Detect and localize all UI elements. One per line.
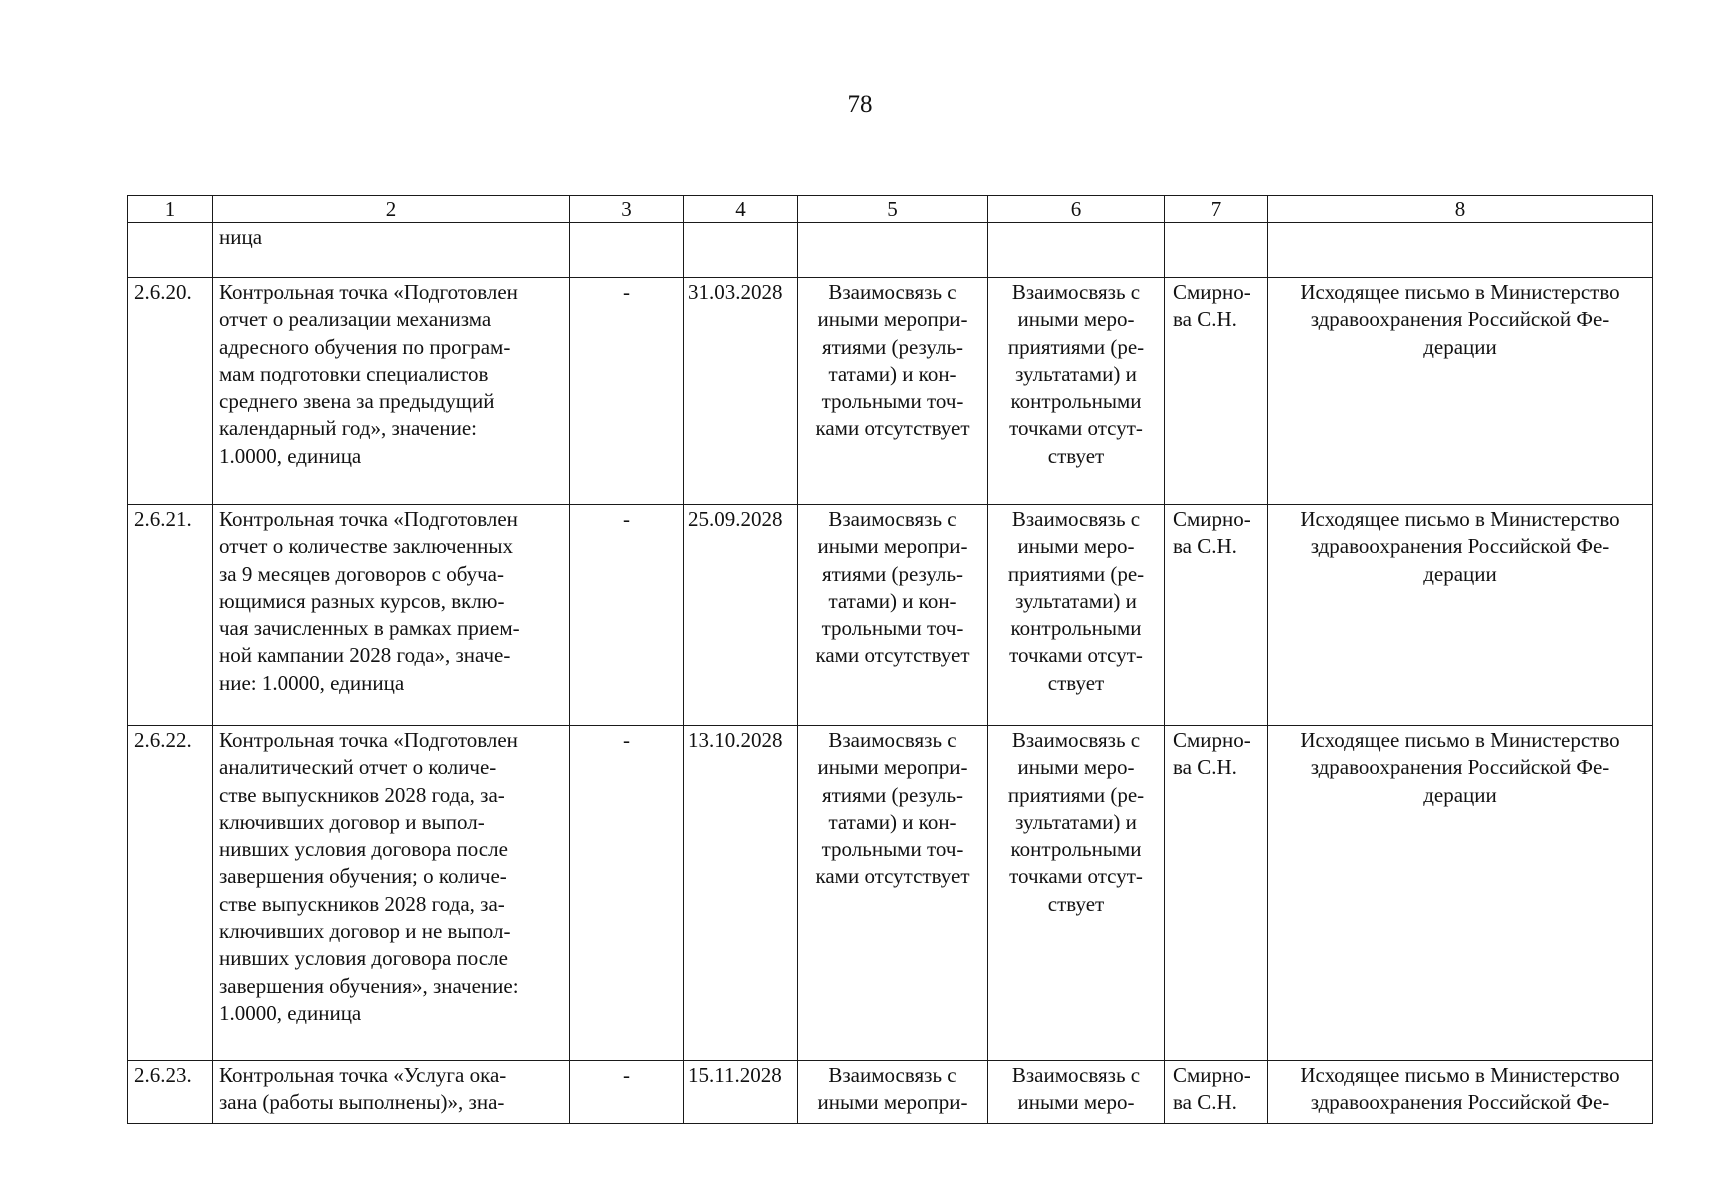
description-line: завершения обучения; о количе- (219, 864, 507, 889)
relations-line: татами) и кон- (828, 588, 957, 613)
column-3-value: - (570, 1061, 684, 1124)
relations-line: точками отсут- (1009, 643, 1143, 668)
description-line: мам подготовки специалистов (219, 361, 489, 386)
description-line: чая зачисленных в рамках прием- (219, 616, 520, 641)
relations-line: ятиями (резуль- (821, 782, 964, 807)
relations-line: точками отсут- (1009, 864, 1143, 889)
responsible-line: ва С.Н. (1173, 534, 1237, 559)
description-line: ключивших договор и не выпол- (219, 919, 511, 944)
relations-line: иными меропри- (817, 1090, 968, 1115)
due-date: 15.11.2028 (684, 1061, 798, 1124)
column-header: 4 (684, 196, 798, 223)
relations-line: контрольными (1010, 837, 1142, 862)
relations-line: иными меропри- (817, 307, 968, 332)
column-header: 5 (798, 196, 988, 223)
relations-line: ятиями (резуль- (821, 561, 964, 586)
description-line: календарный год», значение: (219, 416, 477, 441)
item-number: 2.6.22. (128, 726, 213, 1061)
document-line: здравоохранения Российской Фе- (1310, 307, 1610, 332)
document-line: Исходящее письмо в Министерство (1300, 507, 1620, 531)
relations-line: ствует (1047, 443, 1105, 468)
description-line: ние: 1.0000, единица (219, 670, 405, 695)
confirming-document (1268, 726, 1653, 1061)
document-line: здравоохранения Российской Фе- (1310, 1090, 1610, 1115)
responsible-person (1165, 278, 1268, 505)
relations-with-results (988, 505, 1165, 726)
table-body (128, 196, 1653, 1124)
relations-line: Взаимосвязь с (828, 280, 957, 304)
relations-line: трольными точ- (821, 837, 964, 862)
document-line: дерации (1423, 561, 1497, 586)
confirming-document (1268, 505, 1653, 726)
description-line: нивших условия договора после (219, 946, 508, 971)
column-3-value: - (570, 505, 684, 726)
relations-line: иными меро- (1017, 755, 1135, 780)
control-points-table (127, 195, 1653, 1124)
responsible-line: Смирно- (1173, 1063, 1251, 1087)
relations-line: иными меропри- (817, 534, 968, 559)
column-header: 8 (1268, 196, 1653, 223)
relations-line: иными меропри- (817, 755, 968, 780)
column-number-header-row (128, 196, 1653, 223)
empty-cell (988, 223, 1165, 278)
confirming-document (1268, 278, 1653, 505)
due-date: 13.10.2028 (684, 726, 798, 1061)
description-line: 1.0000, единица (219, 1000, 362, 1025)
document-line: Исходящее письмо в Министерство (1300, 1063, 1620, 1087)
relations-line: Взаимосвязь с (828, 1063, 957, 1087)
relations-with-results (988, 726, 1165, 1061)
relations-line: иными меро- (1017, 1090, 1135, 1115)
description-line: Контрольная точка «Подготовлен (219, 280, 518, 304)
relations-line: ятиями (резуль- (821, 334, 964, 359)
empty-cell (570, 223, 684, 278)
relations-line: приятиями (ре- (1007, 334, 1145, 359)
document-line: здравоохранения Российской Фе- (1310, 534, 1610, 559)
description-line: за 9 месяцев договоров с обуча- (219, 561, 504, 586)
description-line: Контрольная точка «Услуга ока- (219, 1063, 507, 1087)
relations-line: контрольными (1010, 389, 1142, 414)
relations-with-activities (798, 726, 988, 1061)
column-header: 2 (213, 196, 570, 223)
description-line: 1.0000, единица (219, 443, 362, 468)
description-line: ющимися разных курсов, вклю- (219, 588, 505, 613)
document-line: дерации (1423, 782, 1497, 807)
description-line: стве выпускников 2028 года, за- (219, 782, 505, 807)
responsible-person (1165, 505, 1268, 726)
relations-line: ками отсутствует (815, 643, 970, 668)
description-line: стве выпускников 2028 года, за- (219, 891, 505, 916)
relations-line: зультатами) и (1015, 809, 1137, 834)
table-row (128, 726, 1653, 1061)
description-line: завершения обучения», значение: (219, 973, 519, 998)
responsible-line: Смирно- (1173, 507, 1251, 531)
column-header: 3 (570, 196, 684, 223)
relations-line: ствует (1047, 670, 1105, 695)
column-3-value: - (570, 726, 684, 1061)
column-header: 7 (1165, 196, 1268, 223)
relations-line: Взаимосвязь с (1011, 1063, 1141, 1087)
relations-with-results (988, 1061, 1165, 1124)
control-point-description (213, 505, 570, 726)
responsible-person (1165, 726, 1268, 1061)
responsible-line: Смирно- (1173, 728, 1251, 752)
relations-line: ствует (1047, 891, 1105, 916)
confirming-document (1268, 1061, 1653, 1124)
description-line: нивших условия договора после (219, 837, 508, 862)
item-number: 2.6.20. (128, 278, 213, 505)
responsible-line: ва С.Н. (1173, 307, 1237, 332)
document-line: Исходящее письмо в Министерство (1300, 280, 1620, 304)
control-point-description (213, 1061, 570, 1124)
description-line: адресного обучения по програм- (219, 334, 511, 359)
description-line: отчет о реализации механизма (219, 307, 492, 332)
empty-cell (1165, 223, 1268, 278)
document-line: Исходящее письмо в Министерство (1300, 728, 1620, 752)
description-line: ной кампании 2028 года», значе- (219, 643, 511, 668)
description-line: зана (работы выполнены)», зна- (219, 1090, 505, 1115)
document-line: здравоохранения Российской Фе- (1310, 755, 1610, 780)
empty-cell (1268, 223, 1653, 278)
relations-line: Взаимосвязь с (1011, 728, 1141, 752)
relations-line: ками отсутствует (815, 416, 970, 441)
document-line: дерации (1423, 334, 1497, 359)
item-number: 2.6.21. (128, 505, 213, 726)
continuation-row (128, 223, 1653, 278)
relations-with-activities (798, 278, 988, 505)
relations-line: трольными точ- (821, 616, 964, 641)
description-line: аналитический отчет о количе- (219, 755, 497, 780)
relations-with-activities (798, 505, 988, 726)
column-header: 6 (988, 196, 1165, 223)
empty-cell (128, 223, 213, 278)
relations-line: зультатами) и (1015, 361, 1137, 386)
table-row (128, 505, 1653, 726)
relations-line: татами) и кон- (828, 809, 957, 834)
responsible-line: ва С.Н. (1173, 1090, 1237, 1115)
relations-line: точками отсут- (1009, 416, 1143, 441)
responsible-line: Смирно- (1173, 280, 1251, 304)
relations-line: контрольными (1010, 616, 1142, 641)
relations-line: трольными точ- (821, 389, 964, 414)
relations-line: иными меро- (1017, 534, 1135, 559)
relations-line: татами) и кон- (828, 361, 957, 386)
description-line: Контрольная точка «Подготовлен (219, 728, 518, 752)
table-row (128, 278, 1653, 505)
table-row (128, 1061, 1653, 1124)
responsible-person (1165, 1061, 1268, 1124)
due-date: 31.03.2028 (684, 278, 798, 505)
column-3-value: - (570, 278, 684, 505)
relations-line: иными меро- (1017, 307, 1135, 332)
relations-line: Взаимосвязь с (1011, 507, 1141, 531)
relations-line: Взаимосвязь с (828, 728, 957, 752)
control-point-description (213, 278, 570, 505)
relations-line: Взаимосвязь с (828, 507, 957, 531)
page-number: 78 (847, 91, 873, 118)
item-number: 2.6.23. (128, 1061, 213, 1124)
relations-with-results (988, 278, 1165, 505)
column-header: 1 (128, 196, 213, 223)
description-line: среднего звена за предыдущий (219, 389, 495, 414)
description-line: отчет о количестве заключенных (219, 534, 513, 559)
control-point-description (213, 726, 570, 1061)
due-date: 25.09.2028 (684, 505, 798, 726)
empty-cell (684, 223, 798, 278)
relations-line: приятиями (ре- (1007, 561, 1145, 586)
relations-line: приятиями (ре- (1007, 782, 1145, 807)
relations-line: зультатами) и (1015, 588, 1137, 613)
relations-line: ками отсутствует (815, 864, 970, 889)
description-line: Контрольная точка «Подготовлен (219, 507, 518, 531)
relations-line: Взаимосвязь с (1011, 280, 1141, 304)
empty-cell (798, 223, 988, 278)
description-line: ключивших договор и выпол- (219, 809, 485, 834)
responsible-line: ва С.Н. (1173, 755, 1237, 780)
continuation-text: ница (213, 223, 570, 278)
relations-with-activities (798, 1061, 988, 1124)
